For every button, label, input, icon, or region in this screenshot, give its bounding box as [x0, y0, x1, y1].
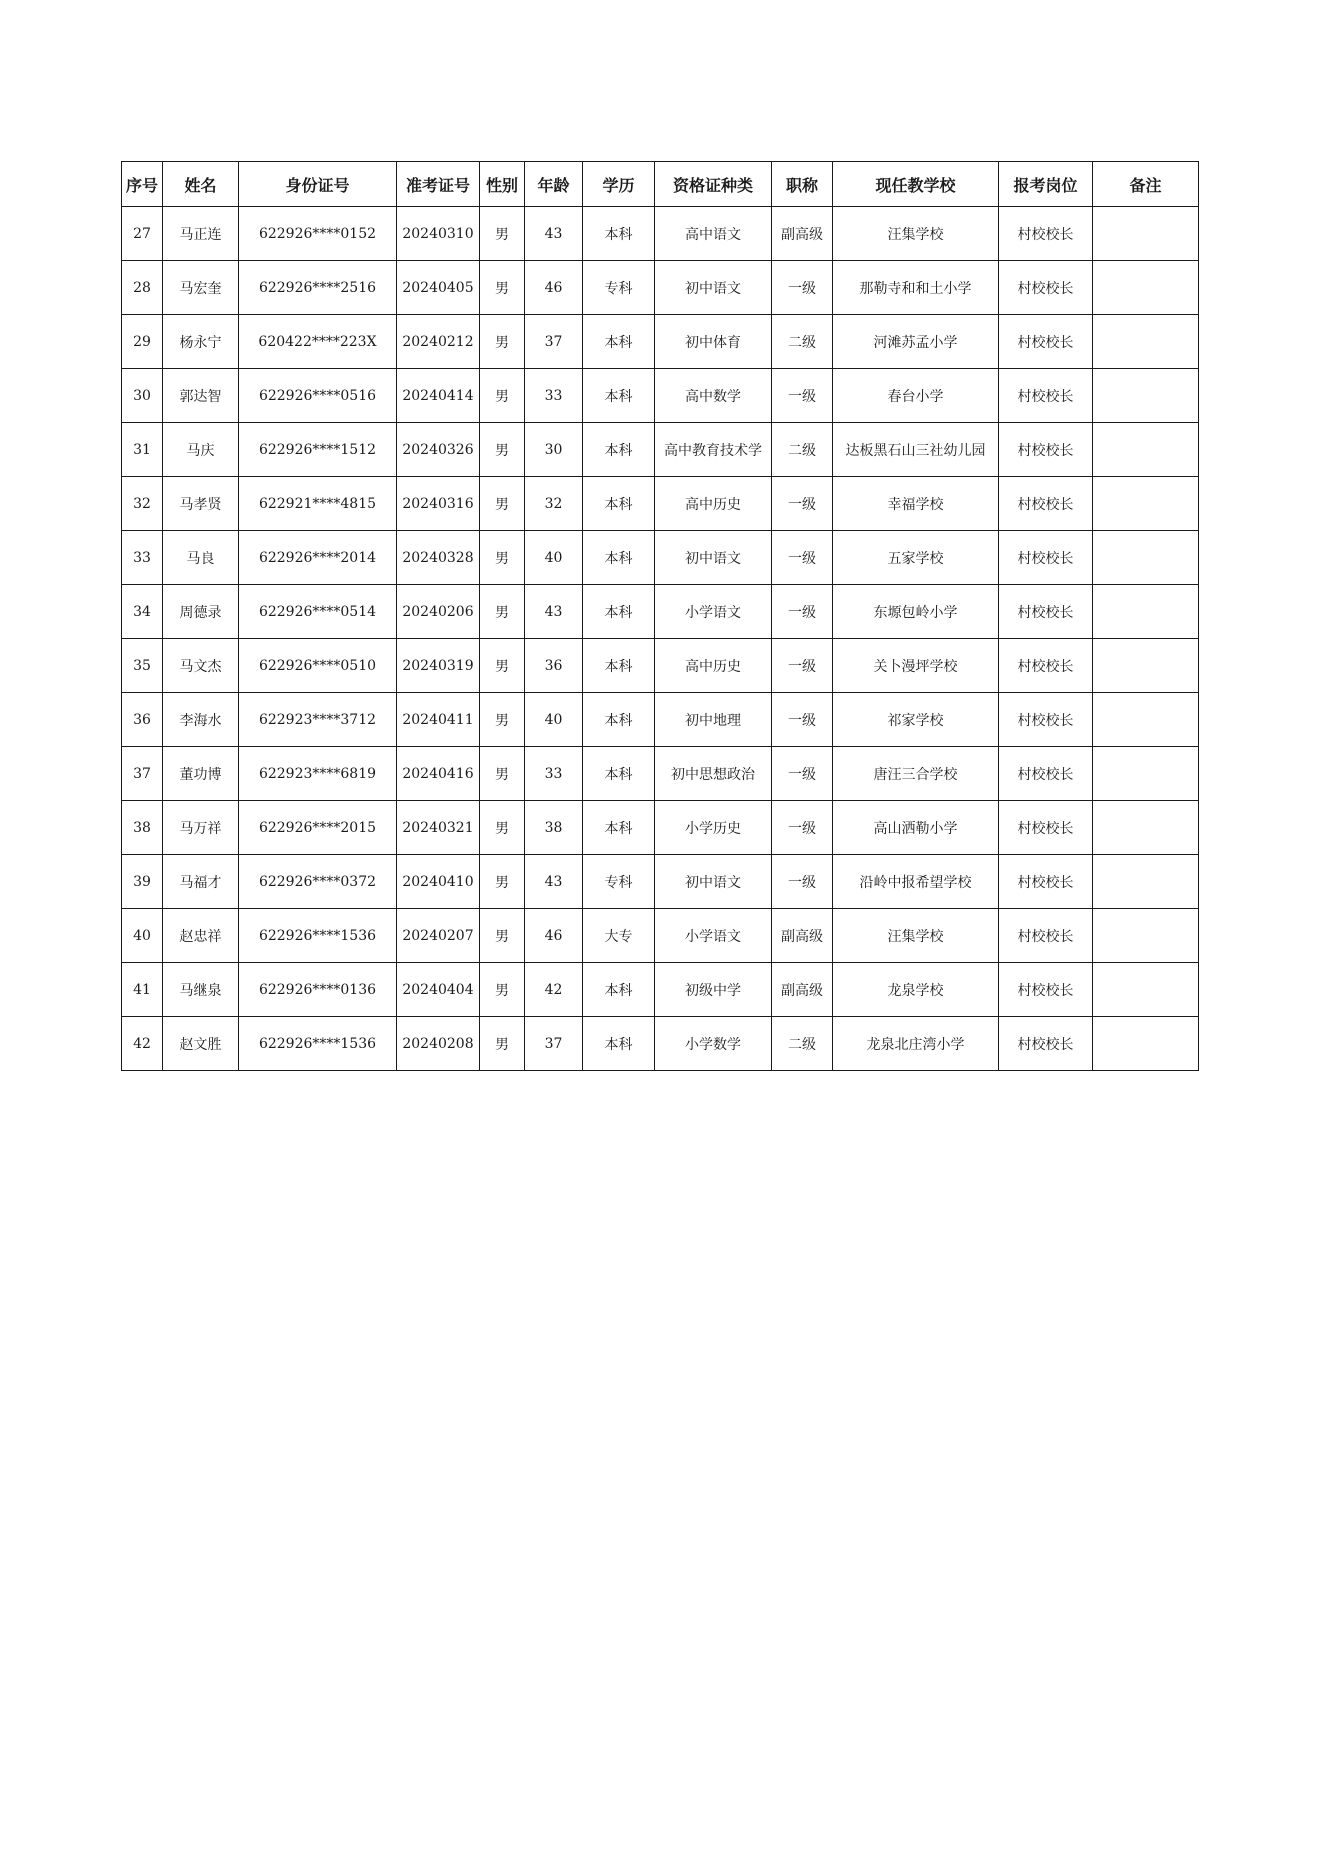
cell-exam-number: 20240405: [397, 261, 480, 315]
column-header-current-school: 现任教学校: [833, 162, 999, 207]
cell-seq: 27: [122, 207, 163, 261]
cell-id-number: 622926****0136: [239, 963, 397, 1017]
cell-seq: 29: [122, 315, 163, 369]
cell-certificate-type: 高中教育技术学: [655, 423, 772, 477]
cell-title: 二级: [772, 423, 833, 477]
cell-id-number: 622923****3712: [239, 693, 397, 747]
cell-applied-position: 村校校长: [999, 207, 1093, 261]
cell-name: 马福才: [163, 855, 239, 909]
column-header-name: 姓名: [163, 162, 239, 207]
cell-seq: 36: [122, 693, 163, 747]
column-header-id-number: 身份证号: [239, 162, 397, 207]
cell-name: 马宏奎: [163, 261, 239, 315]
cell-education: 本科: [583, 801, 655, 855]
cell-exam-number: 20240212: [397, 315, 480, 369]
cell-applied-position: 村校校长: [999, 1017, 1093, 1071]
table-row: [122, 261, 1199, 315]
cell-current-school: 祁家学校: [833, 693, 999, 747]
cell-name: 赵忠祥: [163, 909, 239, 963]
cell-applied-position: 村校校长: [999, 963, 1093, 1017]
cell-certificate-type: 初中语文: [655, 261, 772, 315]
cell-current-school: 龙泉北庄湾小学: [833, 1017, 999, 1071]
cell-age: 33: [525, 369, 583, 423]
cell-education: 本科: [583, 207, 655, 261]
cell-certificate-type: 小学历史: [655, 801, 772, 855]
cell-gender: 男: [480, 747, 525, 801]
cell-remarks: [1093, 909, 1199, 963]
cell-education: 本科: [583, 585, 655, 639]
cell-gender: 男: [480, 315, 525, 369]
column-header-age: 年龄: [525, 162, 583, 207]
cell-id-number: 622921****4815: [239, 477, 397, 531]
table-row: [122, 801, 1199, 855]
cell-exam-number: 20240310: [397, 207, 480, 261]
cell-education: 本科: [583, 693, 655, 747]
table-row: [122, 909, 1199, 963]
table-row: [122, 531, 1199, 585]
cell-remarks: [1093, 261, 1199, 315]
cell-education: 本科: [583, 315, 655, 369]
cell-remarks: [1093, 747, 1199, 801]
column-header-applied-position: 报考岗位: [999, 162, 1093, 207]
cell-education: 本科: [583, 423, 655, 477]
cell-remarks: [1093, 963, 1199, 1017]
cell-id-number: 622926****1536: [239, 909, 397, 963]
cell-remarks: [1093, 693, 1199, 747]
cell-education: 专科: [583, 261, 655, 315]
cell-exam-number: 20240316: [397, 477, 480, 531]
cell-gender: 男: [480, 369, 525, 423]
cell-education: 专科: [583, 855, 655, 909]
cell-gender: 男: [480, 639, 525, 693]
cell-title: 一级: [772, 747, 833, 801]
cell-education: 本科: [583, 747, 655, 801]
cell-education: 本科: [583, 963, 655, 1017]
cell-seq: 30: [122, 369, 163, 423]
cell-gender: 男: [480, 855, 525, 909]
cell-id-number: 622923****6819: [239, 747, 397, 801]
cell-gender: 男: [480, 801, 525, 855]
cell-current-school: 幸福学校: [833, 477, 999, 531]
cell-id-number: 622926****0372: [239, 855, 397, 909]
cell-age: 46: [525, 261, 583, 315]
cell-seq: 39: [122, 855, 163, 909]
cell-gender: 男: [480, 261, 525, 315]
cell-gender: 男: [480, 963, 525, 1017]
cell-id-number: 622926****2516: [239, 261, 397, 315]
column-header-exam-number: 准考证号: [397, 162, 480, 207]
cell-title: 副高级: [772, 909, 833, 963]
cell-age: 38: [525, 801, 583, 855]
cell-exam-number: 20240326: [397, 423, 480, 477]
cell-certificate-type: 初中地理: [655, 693, 772, 747]
table-row: [122, 207, 1199, 261]
column-header-title: 职称: [772, 162, 833, 207]
table-header: [122, 162, 1199, 207]
cell-applied-position: 村校校长: [999, 477, 1093, 531]
cell-remarks: [1093, 477, 1199, 531]
cell-exam-number: 20240404: [397, 963, 480, 1017]
cell-exam-number: 20240208: [397, 1017, 480, 1071]
cell-exam-number: 20240328: [397, 531, 480, 585]
cell-current-school: 河滩苏孟小学: [833, 315, 999, 369]
cell-certificate-type: 初中语文: [655, 855, 772, 909]
cell-current-school: 五家学校: [833, 531, 999, 585]
table-body: [122, 207, 1199, 1071]
cell-name: 马良: [163, 531, 239, 585]
cell-certificate-type: 初级中学: [655, 963, 772, 1017]
table-row: [122, 477, 1199, 531]
cell-age: 33: [525, 747, 583, 801]
cell-age: 30: [525, 423, 583, 477]
table-row: [122, 423, 1199, 477]
cell-applied-position: 村校校长: [999, 639, 1093, 693]
cell-id-number: 622926****0152: [239, 207, 397, 261]
cell-gender: 男: [480, 1017, 525, 1071]
column-header-certificate-type: 资格证种类: [655, 162, 772, 207]
cell-applied-position: 村校校长: [999, 261, 1093, 315]
cell-name: 马文杰: [163, 639, 239, 693]
column-header-remarks: 备注: [1093, 162, 1199, 207]
cell-seq: 28: [122, 261, 163, 315]
cell-current-school: 高山洒勒小学: [833, 801, 999, 855]
cell-remarks: [1093, 207, 1199, 261]
cell-gender: 男: [480, 531, 525, 585]
cell-id-number: 622926****2014: [239, 531, 397, 585]
cell-age: 43: [525, 585, 583, 639]
column-header-gender: 性别: [480, 162, 525, 207]
cell-gender: 男: [480, 693, 525, 747]
cell-applied-position: 村校校长: [999, 747, 1093, 801]
cell-seq: 34: [122, 585, 163, 639]
cell-applied-position: 村校校长: [999, 423, 1093, 477]
header-row: [122, 162, 1199, 207]
cell-certificate-type: 初中语文: [655, 531, 772, 585]
cell-education: 本科: [583, 369, 655, 423]
cell-remarks: [1093, 423, 1199, 477]
cell-remarks: [1093, 315, 1199, 369]
cell-remarks: [1093, 531, 1199, 585]
cell-current-school: 那勒寺和和土小学: [833, 261, 999, 315]
cell-certificate-type: 初中体育: [655, 315, 772, 369]
table-row: [122, 963, 1199, 1017]
cell-gender: 男: [480, 423, 525, 477]
cell-remarks: [1093, 801, 1199, 855]
cell-title: 一级: [772, 693, 833, 747]
cell-name: 赵文胜: [163, 1017, 239, 1071]
cell-education: 本科: [583, 1017, 655, 1071]
cell-id-number: 622926****0516: [239, 369, 397, 423]
cell-title: 一级: [772, 639, 833, 693]
cell-title: 一级: [772, 531, 833, 585]
cell-title: 一级: [772, 801, 833, 855]
cell-current-school: 春台小学: [833, 369, 999, 423]
cell-title: 副高级: [772, 207, 833, 261]
cell-applied-position: 村校校长: [999, 909, 1093, 963]
cell-certificate-type: 高中数学: [655, 369, 772, 423]
column-header-seq: 序号: [122, 162, 163, 207]
cell-age: 46: [525, 909, 583, 963]
cell-name: 马庆: [163, 423, 239, 477]
cell-age: 37: [525, 315, 583, 369]
cell-certificate-type: 小学语文: [655, 585, 772, 639]
cell-name: 马继泉: [163, 963, 239, 1017]
cell-current-school: 达板黑石山三社幼儿园: [833, 423, 999, 477]
cell-applied-position: 村校校长: [999, 315, 1093, 369]
roster-table: [121, 161, 1199, 1071]
cell-remarks: [1093, 1017, 1199, 1071]
cell-remarks: [1093, 369, 1199, 423]
cell-title: 一级: [772, 585, 833, 639]
cell-age: 40: [525, 693, 583, 747]
cell-name: 董功博: [163, 747, 239, 801]
cell-seq: 35: [122, 639, 163, 693]
cell-education: 本科: [583, 531, 655, 585]
cell-title: 副高级: [772, 963, 833, 1017]
cell-certificate-type: 小学语文: [655, 909, 772, 963]
cell-name: 杨永宁: [163, 315, 239, 369]
cell-seq: 42: [122, 1017, 163, 1071]
cell-title: 二级: [772, 315, 833, 369]
table-row: [122, 855, 1199, 909]
cell-applied-position: 村校校长: [999, 693, 1093, 747]
cell-id-number: 622926****2015: [239, 801, 397, 855]
cell-name: 周德录: [163, 585, 239, 639]
cell-gender: 男: [480, 909, 525, 963]
cell-seq: 32: [122, 477, 163, 531]
cell-certificate-type: 高中历史: [655, 477, 772, 531]
cell-name: 李海水: [163, 693, 239, 747]
cell-applied-position: 村校校长: [999, 531, 1093, 585]
cell-current-school: 汪集学校: [833, 909, 999, 963]
cell-applied-position: 村校校长: [999, 369, 1093, 423]
cell-title: 一级: [772, 855, 833, 909]
cell-id-number: 622926****0514: [239, 585, 397, 639]
cell-seq: 38: [122, 801, 163, 855]
cell-current-school: 汪集学校: [833, 207, 999, 261]
cell-age: 43: [525, 855, 583, 909]
cell-title: 二级: [772, 1017, 833, 1071]
cell-age: 32: [525, 477, 583, 531]
cell-title: 一级: [772, 261, 833, 315]
cell-id-number: 622926****0510: [239, 639, 397, 693]
cell-title: 一级: [772, 369, 833, 423]
table-row: [122, 369, 1199, 423]
cell-applied-position: 村校校长: [999, 855, 1093, 909]
cell-education: 大专: [583, 909, 655, 963]
cell-current-school: 唐汪三合学校: [833, 747, 999, 801]
cell-applied-position: 村校校长: [999, 585, 1093, 639]
cell-seq: 31: [122, 423, 163, 477]
cell-certificate-type: 高中语文: [655, 207, 772, 261]
cell-education: 本科: [583, 639, 655, 693]
cell-name: 马万祥: [163, 801, 239, 855]
cell-name: 郭达智: [163, 369, 239, 423]
cell-current-school: 东塬包岭小学: [833, 585, 999, 639]
cell-age: 40: [525, 531, 583, 585]
cell-remarks: [1093, 639, 1199, 693]
cell-name: 马孝贤: [163, 477, 239, 531]
cell-certificate-type: 初中思想政治: [655, 747, 772, 801]
table-row: [122, 639, 1199, 693]
cell-gender: 男: [480, 585, 525, 639]
cell-gender: 男: [480, 477, 525, 531]
cell-exam-number: 20240410: [397, 855, 480, 909]
table-row: [122, 315, 1199, 369]
cell-certificate-type: 高中历史: [655, 639, 772, 693]
cell-id-number: 622926****1536: [239, 1017, 397, 1071]
cell-gender: 男: [480, 207, 525, 261]
cell-exam-number: 20240321: [397, 801, 480, 855]
column-header-education: 学历: [583, 162, 655, 207]
cell-seq: 33: [122, 531, 163, 585]
table-row: [122, 1017, 1199, 1071]
cell-exam-number: 20240411: [397, 693, 480, 747]
cell-current-school: 龙泉学校: [833, 963, 999, 1017]
cell-title: 一级: [772, 477, 833, 531]
cell-certificate-type: 小学数学: [655, 1017, 772, 1071]
table-row: [122, 585, 1199, 639]
cell-current-school: 关卜漫坪学校: [833, 639, 999, 693]
cell-name: 马正连: [163, 207, 239, 261]
cell-applied-position: 村校校长: [999, 801, 1093, 855]
cell-age: 36: [525, 639, 583, 693]
cell-id-number: 620422****223X: [239, 315, 397, 369]
table-row: [122, 747, 1199, 801]
cell-age: 43: [525, 207, 583, 261]
cell-remarks: [1093, 585, 1199, 639]
cell-exam-number: 20240414: [397, 369, 480, 423]
cell-seq: 40: [122, 909, 163, 963]
cell-exam-number: 20240206: [397, 585, 480, 639]
cell-age: 37: [525, 1017, 583, 1071]
cell-exam-number: 20240207: [397, 909, 480, 963]
cell-exam-number: 20240319: [397, 639, 480, 693]
cell-education: 本科: [583, 477, 655, 531]
cell-seq: 41: [122, 963, 163, 1017]
cell-seq: 37: [122, 747, 163, 801]
cell-exam-number: 20240416: [397, 747, 480, 801]
cell-id-number: 622926****1512: [239, 423, 397, 477]
cell-remarks: [1093, 855, 1199, 909]
cell-age: 42: [525, 963, 583, 1017]
cell-current-school: 沿岭中报希望学校: [833, 855, 999, 909]
table-row: [122, 693, 1199, 747]
